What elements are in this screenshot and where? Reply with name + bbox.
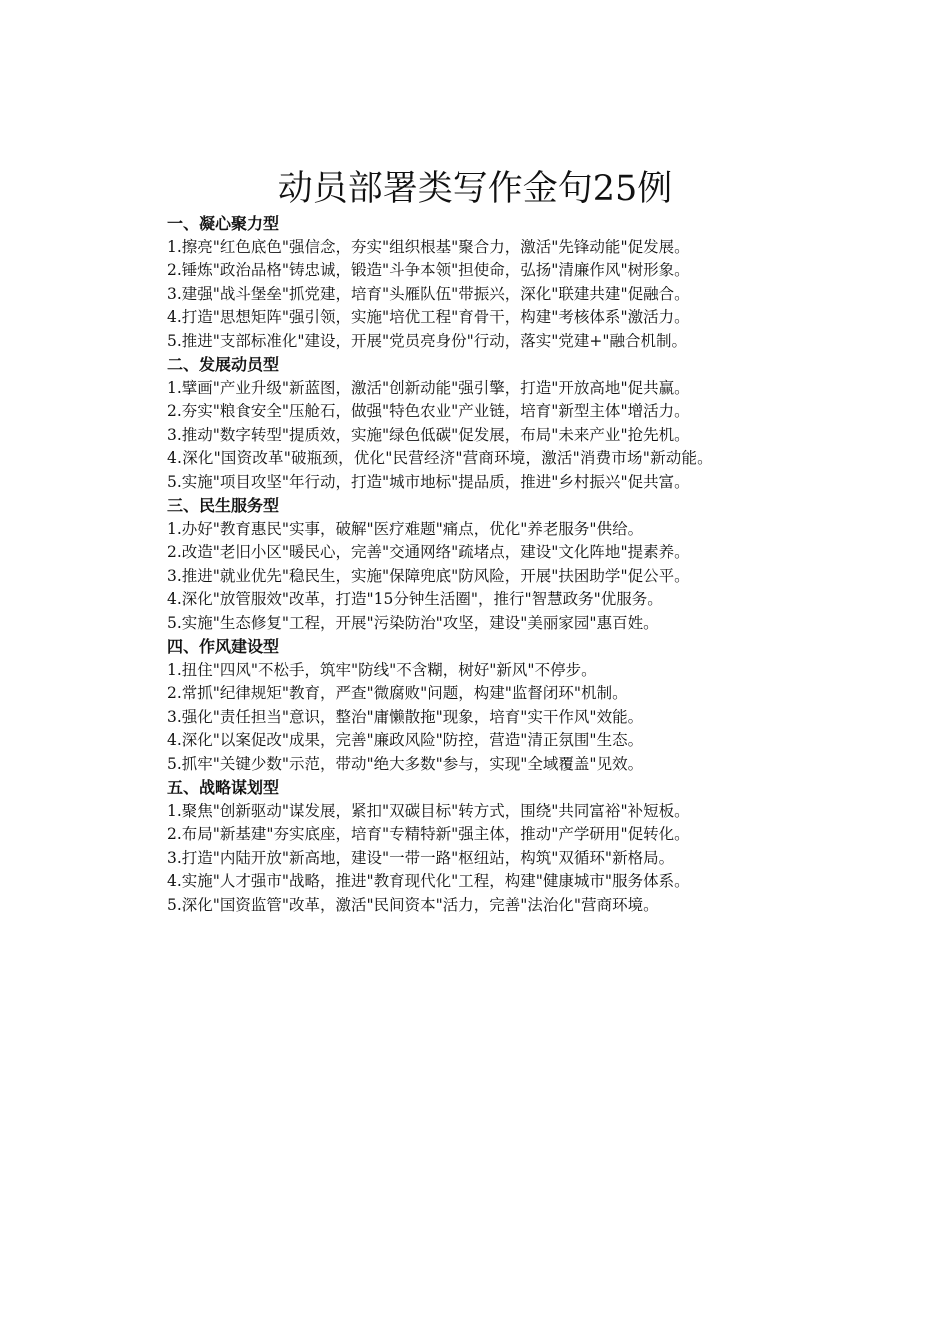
section-work-style (130, 635, 835, 776)
list-item: 1.擦亮"红色底色"强信念，夯实"组织根基"聚合力，激活"先锋动能"促发展。 (167, 237, 690, 256)
list-item: 3.推进"就业优先"稳民生，实施"保障兜底"防风险，开展"扶困助学"促公平。 (167, 566, 690, 585)
list-item: 3.建强"战斗堡垒"抓党建，培育"头雁队伍"带振兴，深化"联建共建"促融合。 (167, 284, 690, 303)
list-item: 2.锤炼"政治品格"铸忠诚，锻造"斗争本领"担使命，弘扬"清廉作风"树形象。 (167, 261, 690, 279)
section-heading: 五、战略谋划型 (167, 778, 280, 797)
list-item: 5.推进"支部标准化"建设，开展"党员亮身份"行动，落实"党建+"融合机制。 (167, 331, 688, 350)
list-item: 4.打造"思想矩阵"强引领，实施"培优工程"育骨干，构建"考核体系"激活力。 (167, 308, 690, 326)
list-item: 4.深化"国资改革"破瓶颈，优化"民营经济"营商环境，激活"消费市场"新动能。 (167, 449, 713, 467)
list-item: 5.实施"项目攻坚"年行动，打造"城市地标"提品质，推进"乡村振兴"促共富。 (167, 472, 690, 491)
section-heading: 三、民生服务型 (167, 496, 280, 515)
list-item: 3.强化"责任担当"意识，整治"庸懒散拖"现象，培育"实干作风"效能。 (167, 707, 644, 726)
list-item: 2.布局"新基建"夯实底座，培育"专精特新"强主体，推动"产学研用"促转化。 (167, 825, 690, 843)
list-item: 1.擘画"产业升级"新蓝图，激活"创新动能"强引擎，打造"开放高地"促共赢。 (167, 378, 690, 397)
section-strategy (130, 776, 835, 917)
document-body (130, 212, 835, 917)
section-heading: 一、凝心聚力型 (167, 214, 280, 233)
list-item: 5.实施"生态修复"工程，开展"污染防治"攻坚，建设"美丽家园"惠百姓。 (167, 613, 659, 632)
list-item: 5.深化"国资监管"改革，激活"民间资本"活力，完善"法治化"营商环境。 (167, 895, 659, 914)
list-item: 3.打造"内陆开放"新高地，建设"一带一路"枢纽站，构筑"双循环"新格局。 (167, 848, 675, 867)
section-heading: 二、发展动员型 (167, 355, 280, 374)
document-title: 动员部署类写作金句25例 (277, 169, 673, 209)
list-item: 1.办好"教育惠民"实事，破解"医疗难题"痛点，优化"养老服务"供给。 (167, 519, 644, 538)
list-item: 3.推动"数字转型"提质效，实施"绿色低碳"促发展，布局"未来产业"抢先机。 (167, 425, 690, 444)
list-item: 2.常抓"纪律规矩"教育，严查"微腐败"问题，构建"监督闭环"机制。 (167, 684, 628, 702)
list-item: 1.扭住"四风"不松手，筑牢"防线"不含糊，树好"新风"不停步。 (167, 660, 597, 679)
list-item: 4.实施"人才强市"战略，推进"教育现代化"工程，构建"健康城市"服务体系。 (167, 872, 690, 890)
section-cohesion (130, 212, 835, 353)
list-item: 5.抓牢"关键少数"示范，带动"绝大多数"参与，实现"全域覆盖"见效。 (167, 754, 644, 773)
list-item: 2.夯实"粮食安全"压舱石，做强"特色农业"产业链，培育"新型主体"增活力。 (167, 402, 690, 420)
section-heading: 四、作风建设型 (167, 637, 280, 656)
list-item: 1.聚焦"创新驱动"谋发展，紧扣"双碳目标"转方式，围绕"共同富裕"补短板。 (167, 801, 690, 820)
list-item: 4.深化"以案促改"成果，完善"廉政风险"防控，营造"清正氛围"生态。 (167, 731, 644, 749)
section-livelihood (130, 494, 835, 635)
list-item: 2.改造"老旧小区"暖民心，完善"交通网络"疏堵点，建设"文化阵地"提素养。 (167, 543, 690, 561)
list-item: 4.深化"放管服效"改革，打造"15分钟生活圈"，推行"智慧政务"优服务。 (167, 590, 663, 608)
section-development (130, 353, 835, 494)
